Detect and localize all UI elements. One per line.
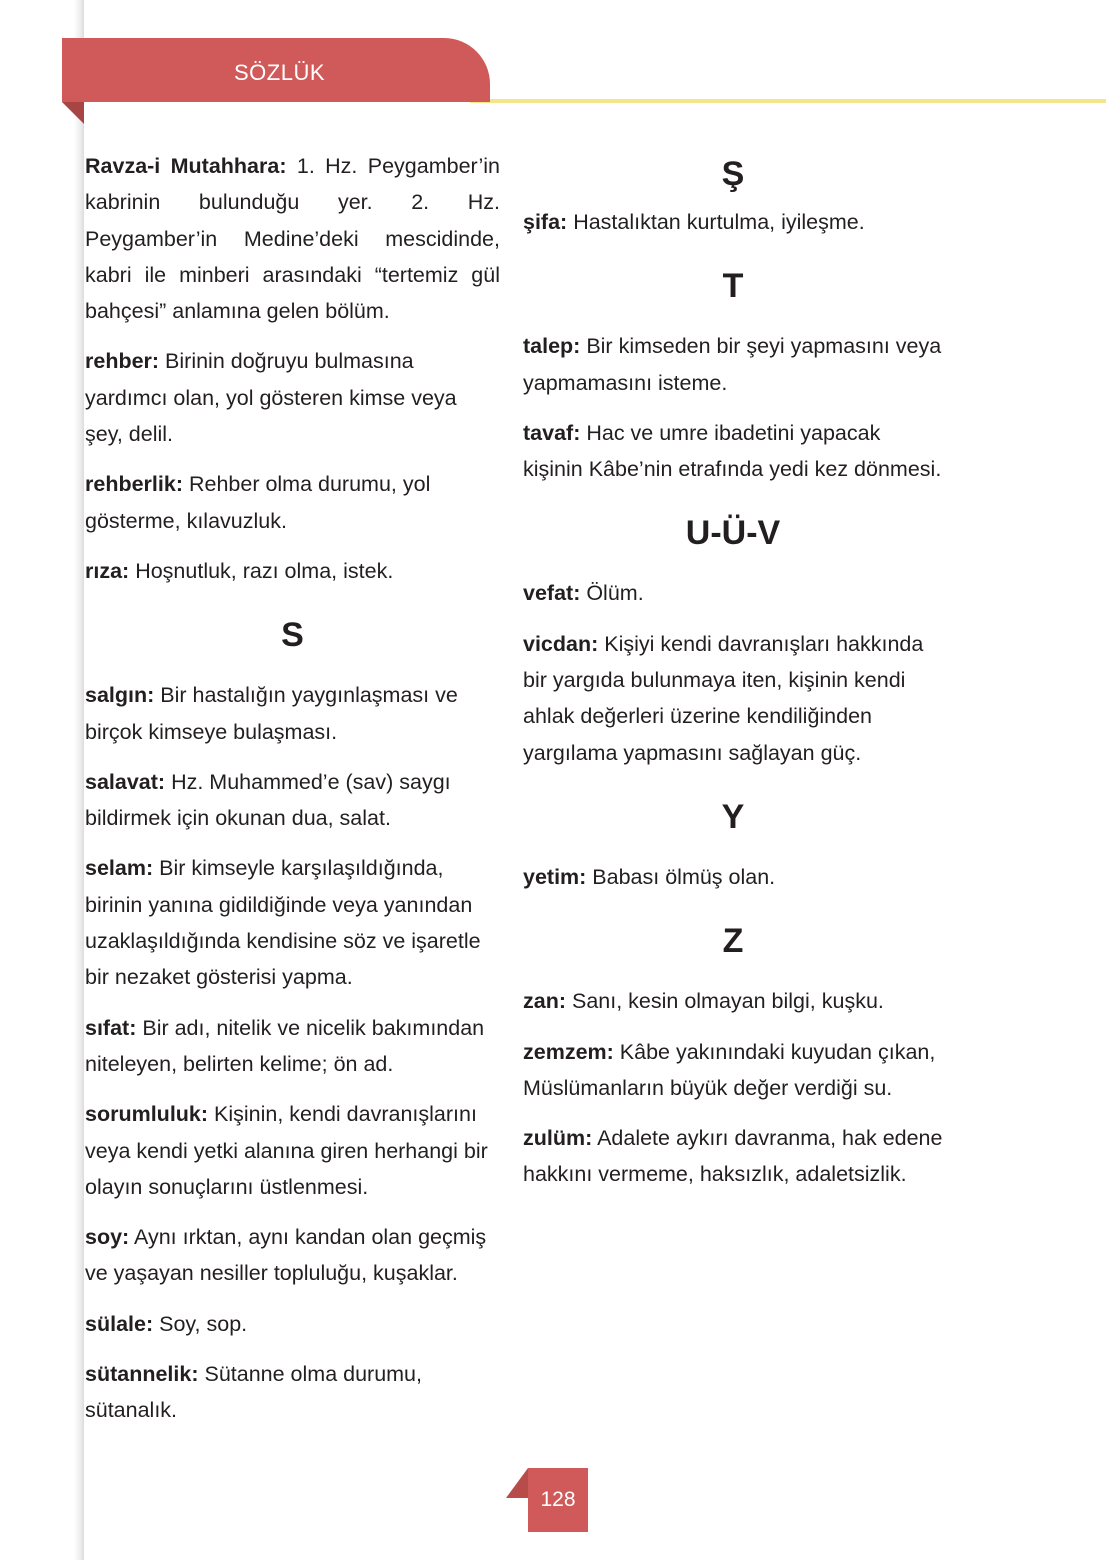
glossary-entry [523, 983, 943, 1019]
glossary-entry [523, 1120, 943, 1193]
entry-definition: Kişinin, kendi davranışlarını veya kendi yetki alanına giren herhangi bir olayın sonuçlarını üstlenmesi. [85, 1102, 488, 1199]
entry-definition: Soy, sop. [153, 1311, 248, 1336]
glossary-entry [85, 1219, 500, 1292]
entry-definition: Hoşnutluk, razı olma, istek. [129, 558, 394, 583]
entry-term: soy: [85, 1225, 130, 1250]
glossary-entry [85, 1356, 500, 1429]
entry-term: sıfat: [85, 1015, 137, 1040]
entry-definition: 1. Hz. Peygamber’in kabrinin bulunduğu yer. 2. Hz. Peygamber’in Medine’deki mescidinde, kabri ile minberi arasındaki “tertemiz gül bahçesi” anlamına gelen bölüm. [85, 154, 501, 324]
section-letter-uuv: U-Ü-V [685, 514, 781, 553]
page-badge-fold [506, 1468, 528, 1498]
glossary-entry [85, 850, 500, 995]
entry-term: sütannelik: [85, 1362, 199, 1387]
glossary-entry [85, 677, 500, 750]
entry-term: zulüm: [523, 1126, 593, 1151]
entry-term: rıza: [85, 558, 130, 583]
left-column [85, 148, 500, 1443]
glossary-entry [85, 466, 500, 539]
entry-definition: Bir hastalığın yaygınlaşması ve birçok kimseye bulaşması. [85, 683, 458, 744]
section-letter-y: Y [721, 797, 745, 836]
entry-term: salavat: [85, 769, 166, 794]
section-letter-t: T [722, 267, 744, 306]
entry-term: rehber: [85, 349, 160, 374]
entry-term: şifa: [523, 210, 568, 234]
glossary-entry [85, 148, 500, 329]
page-title: SÖZLÜK [234, 60, 326, 85]
entry-definition: Birinin doğruyu bulmasına yardımcı olan, yol gösteren kimse veya şey, delil. [85, 349, 457, 447]
entry-definition: Sanı, kesin olmayan bilgi, kuşku. [566, 989, 884, 1014]
entry-definition: Rehber olma durumu, yol gösterme, kılavuzluk. [85, 472, 431, 533]
book-spine-shadow [0, 0, 84, 1560]
glossary-entry [523, 575, 943, 611]
entry-definition: Babası ölmüş olan. [586, 864, 776, 889]
glossary-entry [85, 553, 500, 589]
entry-term: selam: [85, 856, 154, 881]
glossary-entry [85, 343, 500, 452]
entry-term: vicdan: [523, 631, 599, 656]
section-letter-s: S [281, 616, 304, 655]
entry-definition: Hac ve umre ibadetini yapacak kişinin Kâbe’nin etrafında yedi kez dönmesi. [523, 420, 942, 482]
glossary-entry [85, 1096, 500, 1205]
header-rule [470, 99, 1106, 103]
entry-definition: Sütanne olma durumu, sütanalık. [85, 1362, 422, 1423]
glossary-entry [523, 204, 943, 240]
section-letter-z: Z [722, 922, 744, 961]
glossary-entry [523, 626, 943, 771]
entry-term: yetim: [523, 864, 587, 889]
glossary-entry [85, 1010, 500, 1083]
glossary-entry [85, 1306, 500, 1342]
entry-term: salgın: [85, 683, 155, 708]
entry-definition: Kâbe yakınındaki kuyudan çıkan, Müslümanların büyük değer verdiği su. [523, 1039, 936, 1100]
entry-term: zan: [523, 989, 566, 1014]
glossary-entry [85, 764, 500, 837]
entry-definition: Adalete aykırı davranma, hak edene hakkını vermeme, haksızlık, adaletsizlik. [523, 1126, 943, 1187]
entry-term: sorumluluk: [85, 1102, 209, 1127]
entry-term: Ravza-i Mutahhara: [85, 154, 287, 178]
entry-definition: Bir adı, nitelik ve nicelik bakımından niteleyen, belirten kelime; ön ad. [85, 1015, 485, 1076]
glossary-entry [523, 328, 943, 401]
entry-term: rehberlik: [85, 472, 183, 497]
entry-definition: Hastalıktan kurtulma, iyileşme. [567, 210, 865, 234]
entry-term: vefat: [523, 581, 581, 606]
entry-term: talep: [523, 334, 581, 359]
entry-definition: Aynı ırktan, aynı kandan olan geçmiş ve yaşayan nesiller topluluğu, kuşaklar. [85, 1225, 487, 1286]
glossary-entry [523, 859, 943, 895]
glossary-entry [523, 415, 943, 488]
entry-definition: Bir kimseden bir şeyi yapmasını veya yapmamasını isteme. [523, 334, 942, 395]
glossary-entry [523, 1034, 943, 1107]
header-tab-fold [62, 102, 84, 124]
entry-definition: Ölüm. [580, 581, 644, 606]
right-column [523, 148, 943, 1207]
entry-term: tavaf: [523, 420, 581, 445]
entry-definition: Kişiyi kendi davranışları hakkında bir yargıda bulunmaya iten, kişinin kendi ahlak değerleri üzerine kendiliğinden yargılama yapmasını sağlayan güç. [523, 631, 924, 765]
entry-term: sülale: [85, 1311, 154, 1336]
section-letter-sh: Ş [721, 155, 745, 193]
page-number: 128 [540, 1488, 576, 1511]
entry-definition: Hz. Muhammed’e (sav) saygı bildirmek için okunan dua, salat. [85, 769, 451, 831]
entry-definition: Bir kimseyle karşılaşıldığında, birinin yanına gidildiğinde veya yanından uzaklaşıldığında kendisine söz ve işaretle bir nezaket gösterisi yapma. [85, 856, 481, 990]
entry-term: zemzem: [523, 1039, 614, 1064]
